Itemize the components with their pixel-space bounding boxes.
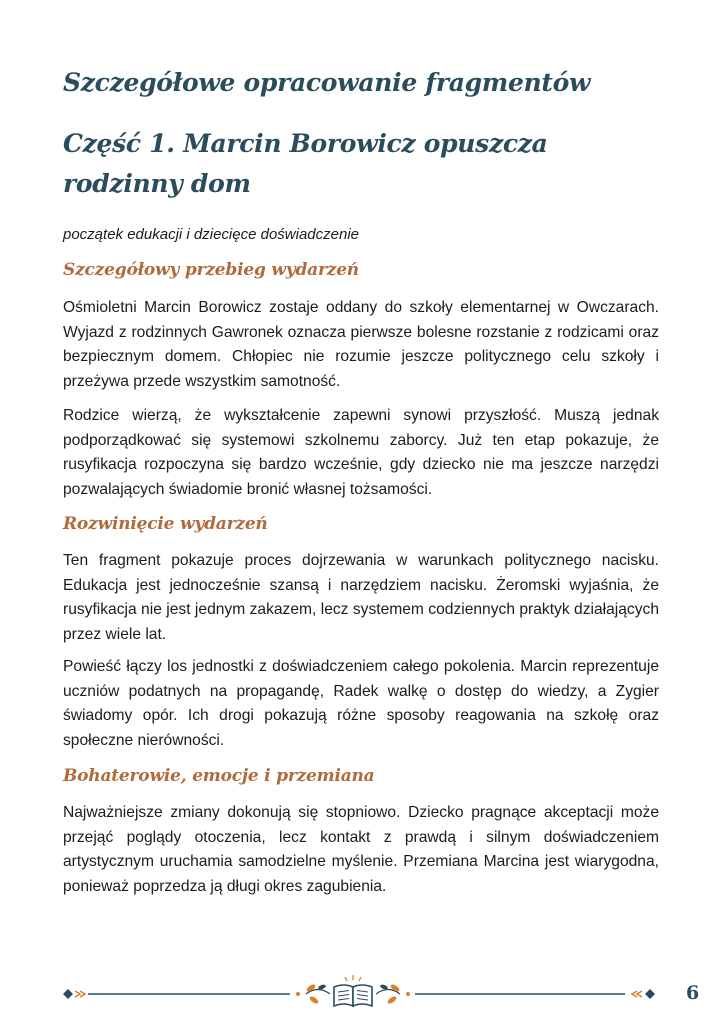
paragraph: Powieść łączy los jednostki z doświadczeniem całego pokolenia. Marcin reprezentuje uczniów podatnych na propagandę, Radek walkę o dostęp do wiedzy, a Zygier świadomy opór. Ich drogi pokazują różne sposoby reagowania na szkołę oraz społeczne nierówności. (63, 658, 659, 749)
page-title: Szczegółowe opracowanie fragmentów (63, 68, 591, 97)
open-book-icon (334, 975, 372, 1006)
paragraph: Ośmioletni Marcin Borowicz zostaje oddany do szkoły elementarnej w Owczarach. Wyjazd z rodzinnych Gawronek oznacza pierwsze bolesne rozstanie z rodzicami oraz bezpiecznym domem. Chłopiec nie rozumie jeszcze politycznego celu szkoły i przeżywa przede wszystkim samotność. (63, 299, 659, 390)
paragraph: Rodzice wierzą, że wykształcenie zapewni synowi przyszłość. Muszą jednak podporządkować się systemowi szkolnemu zaborcy. Już ten etap pokazuje, że rusyfikacja rozpoczyna się bardzo wcześnie, gdy dziecko nie ma jeszcze narzędzi pozwalających świadomie bronić własnej tożsamości. (63, 407, 659, 498)
footer-ornament (0, 975, 722, 1015)
subtitle: początek edukacji i dziecięce doświadczenie (63, 226, 360, 243)
section-heading-rozwiniecie: Rozwinięcie wydarzeń (63, 514, 268, 534)
section-heading-bohaterowie: Bohaterowie, emocje i przemiana (63, 766, 375, 786)
paragraph: Najważniejsze zmiany dokonują się stopniowo. Dziecko pragnące akceptacji może przejąć poglądy otoczenia, lecz kontakt z prawdą i silnym doświadczeniem artystycznym uruchamia samodzielne myślenie. Przemiana Marcina jest wiarygodna, ponieważ poprzedza ją długi okres zagubienia. (63, 804, 659, 895)
page-number: 6 (686, 982, 700, 1004)
part-heading: Część 1. Marcin Borowicz opuszcza rodzinny dom (63, 129, 548, 198)
footer-divider (0, 975, 722, 1015)
section-heading-przebieg: Szczegółowy przebieg wydarzeń (63, 260, 359, 280)
paragraph: Ten fragment pokazuje proces dojrzewania w warunkach politycznego nacisku. Edukacja jest jednocześnie szansą i narzędziem nacisku. Żeromski wyjaśnia, że rusyfikacja nie jest jednym zakazem, lecz systemem codziennych praktyk działających przez wiele lat. (63, 552, 659, 643)
